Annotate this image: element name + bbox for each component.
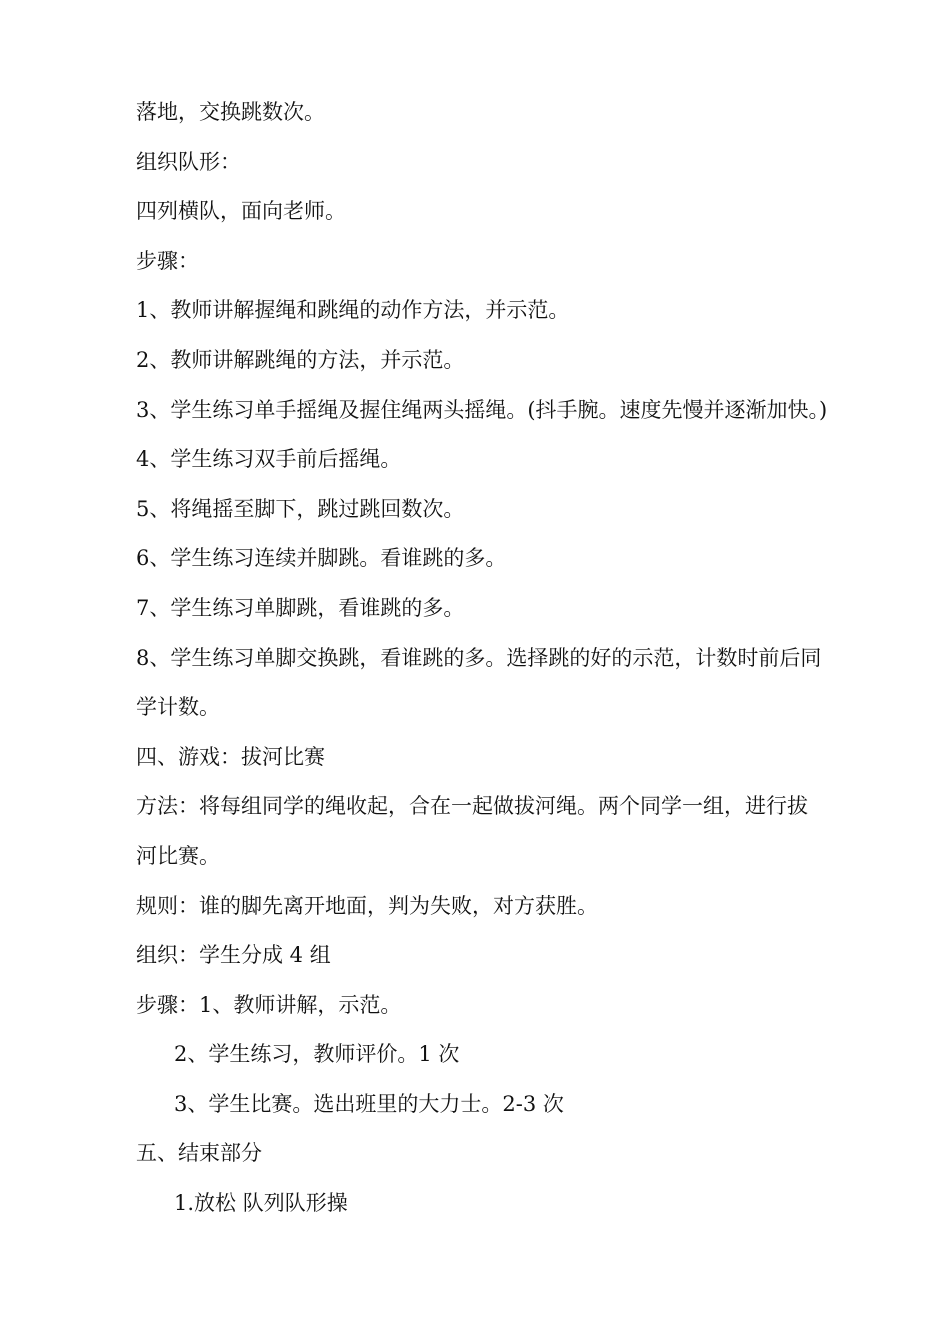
text-line: 规则：谁的脚先离开地面，判为失败，对方获胜。 — [136, 893, 598, 918]
document-body — [136, 88, 871, 1229]
step-item: 3、学生练习单手摇绳及握住绳两头摇绳。(抖手腕。速度先慢并逐渐加快。) — [136, 397, 828, 422]
step-item: 1.放松 队列队形操 — [174, 1191, 348, 1216]
step-item: 1、教师讲解握绳和跳绳的动作方法，并示范。 — [136, 298, 570, 323]
text-line: 方法：将每组同学的绳收起，合在一起做拔河绳。两个同学一组，进行拔 — [136, 794, 808, 819]
step-item: 6、学生练习连续并脚跳。看谁跳的多。 — [136, 546, 507, 571]
step-item: 2、学生练习，教师评价。1 次 — [174, 1042, 460, 1067]
section-heading: 五、结束部分 — [136, 1141, 262, 1166]
step-item-continuation: 学计数。 — [136, 695, 220, 720]
step-item: 3、学生比赛。选出班里的大力士。2-3 次 — [174, 1091, 564, 1116]
text-line: 落地，交换跳数次。 — [136, 100, 325, 124]
step-item: 步骤：1、教师讲解，示范。 — [136, 992, 402, 1017]
section-label: 组织队形： — [136, 149, 241, 174]
step-item: 7、学生练习单脚跳，看谁跳的多。 — [136, 595, 465, 620]
step-item: 8、学生练习单脚交换跳，看谁跳的多。选择跳的好的示范，计数时前后同 — [136, 645, 822, 670]
section-heading: 四、游戏：拔河比赛 — [136, 744, 325, 769]
text-line: 组织：学生分成 4 组 — [136, 943, 331, 968]
text-line-continuation: 河比赛。 — [136, 843, 220, 868]
section-label: 步骤： — [136, 248, 199, 273]
text-line: 四列横队，面向老师。 — [136, 199, 346, 224]
step-item: 4、学生练习双手前后摇绳。 — [136, 447, 402, 472]
step-item: 5、将绳摇至脚下，跳过跳回数次。 — [136, 496, 465, 521]
step-item: 2、教师讲解跳绳的方法，并示范。 — [136, 347, 465, 372]
